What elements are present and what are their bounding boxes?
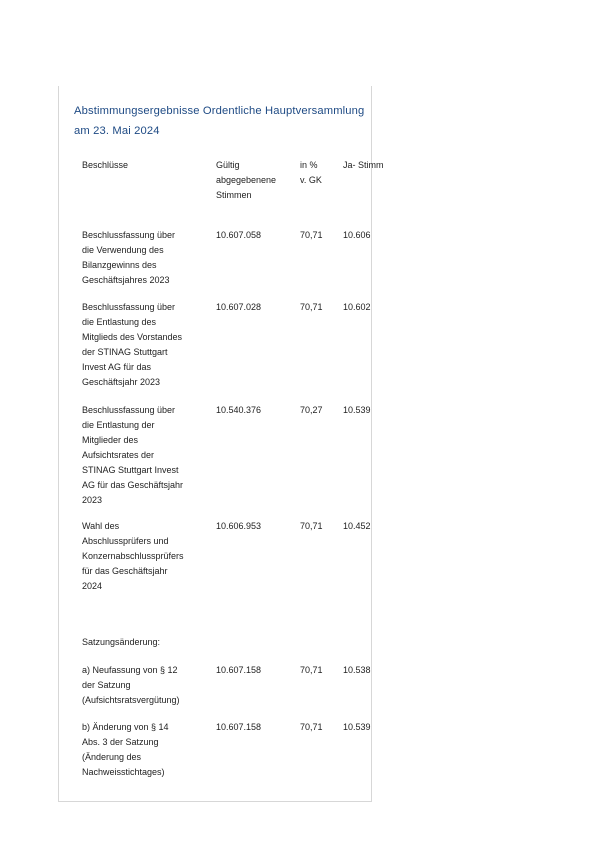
header-beschluesse: Beschlüsse	[82, 160, 129, 170]
row-3-gueltig: 10.540.376	[216, 405, 262, 415]
section-satzungsaenderung: Satzungsänderung:	[82, 637, 161, 647]
header-prozent: in % v. GK	[300, 160, 322, 185]
satzung-row-b-ja: 10.539	[343, 722, 371, 732]
satzung-row-a-gueltig: 10.607.158	[216, 665, 262, 675]
row-1-gueltig: 10.607.058	[216, 230, 262, 240]
row-2-gueltig: 10.607.028	[216, 302, 262, 312]
satzung-row-b-beschluss: b) Änderung von § 14 Abs. 3 der Satzung (Änderung des Nachweisstichtages)	[82, 722, 169, 777]
header-gueltig: Gültig abgegebenene Stimmen	[216, 160, 277, 200]
row-3-ja: 10.539	[343, 405, 371, 415]
satzung-row-b-prozent: 70,71	[300, 722, 323, 732]
row-2-prozent: 70,71	[300, 302, 323, 312]
row-1-prozent: 70,71	[300, 230, 323, 240]
row-4-ja: 10.452	[343, 521, 371, 531]
frame-bottom-border	[58, 801, 372, 802]
satzung-row-a-prozent: 70,71	[300, 665, 323, 675]
document-title: Abstimmungsergebnisse Ordentliche Hauptversammlung	[74, 105, 365, 117]
document-date: am 23. Mai 2024	[74, 125, 160, 137]
row-1-beschluss: Beschlussfassung über die Verwendung des Bilanzgewinns des Geschäftsjahres 2023	[82, 230, 176, 285]
row-3-beschluss: Beschlussfassung über die Entlastung der Mitglieder des Aufsichtsrates der STINAG Stuttgart Invest AG für das Geschäftsjahr 2023	[82, 405, 184, 505]
frame-right-border	[371, 86, 372, 802]
row-4-prozent: 70,71	[300, 521, 323, 531]
row-4-beschluss: Wahl des Abschlussprüfers und Konzernabschlussprüfers für das Geschäftsjahr 2024	[82, 521, 184, 591]
row-1-ja: 10.606	[343, 230, 371, 240]
row-3-prozent: 70,27	[300, 405, 323, 415]
satzung-row-b-gueltig: 10.607.158	[216, 722, 262, 732]
header-ja: Ja- Stimm	[343, 160, 384, 170]
row-4-gueltig: 10.606.953	[216, 521, 262, 531]
results-panel	[59, 86, 384, 801]
row-2-beschluss: Beschlussfassung über die Entlastung des Mitglieds des Vorstandes der STINAG Stuttgart Invest AG für das Geschäftsjahr 2023	[82, 302, 183, 387]
row-2-ja: 10.602	[343, 302, 371, 312]
satzung-row-a-beschluss: a) Neufassung von § 12 der Satzung (Aufsichtsratsvergütung)	[82, 665, 180, 705]
satzung-row-a-ja: 10.538	[343, 665, 371, 675]
